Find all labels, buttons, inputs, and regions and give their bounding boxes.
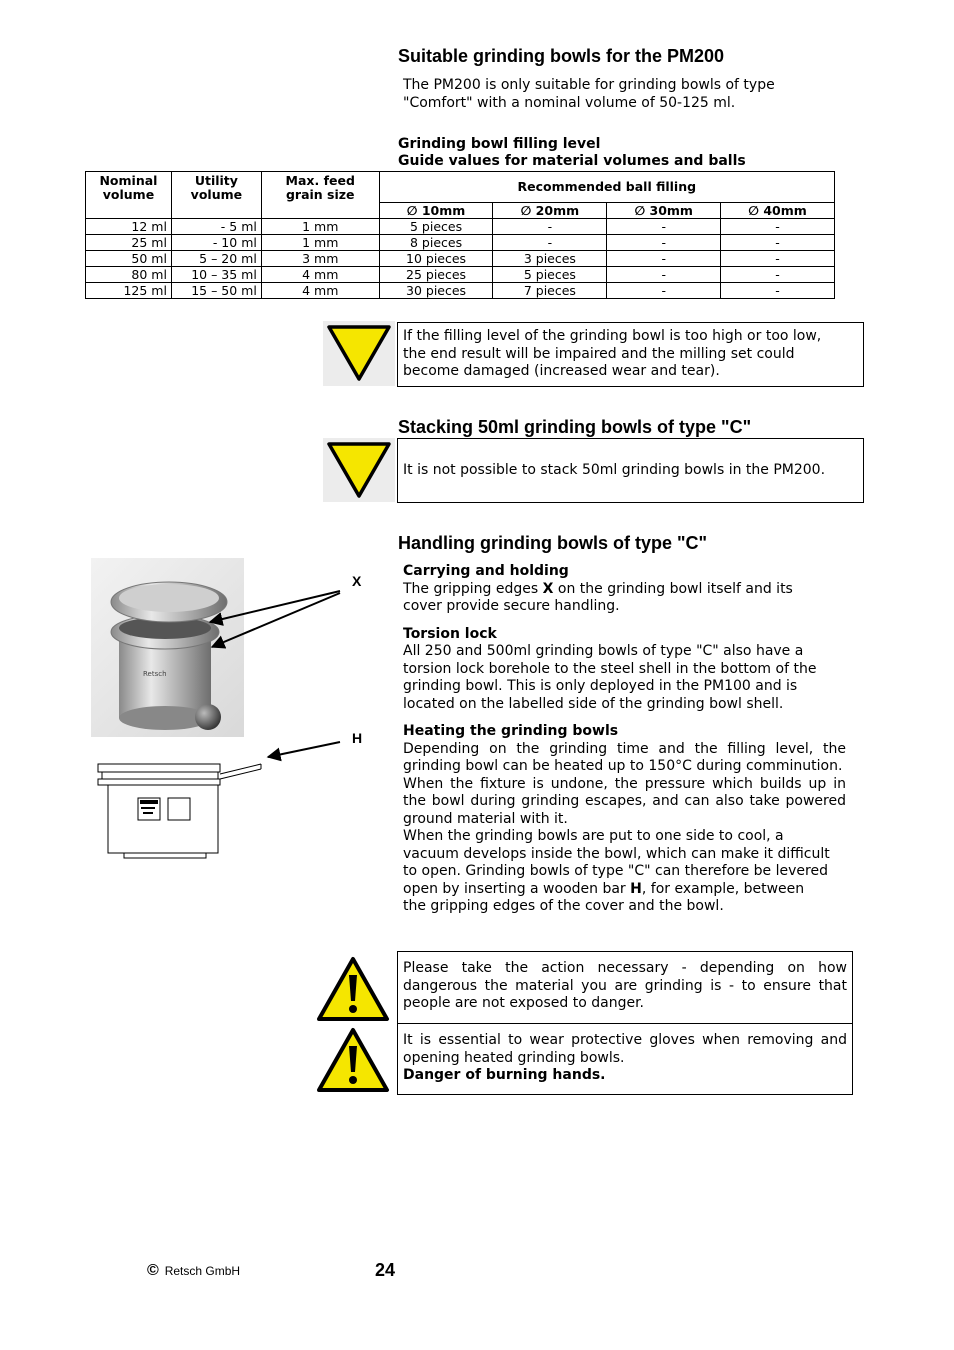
pointer-arrows: [200, 580, 350, 770]
caution-triangle-icon: [323, 321, 395, 386]
warning-danger-material: [397, 951, 853, 1024]
text-span: , for example, between: [641, 880, 805, 897]
header-text: volume: [190, 187, 243, 202]
text-span: open by inserting a wooden bar: [403, 880, 631, 897]
warning-exclamation-icon: [316, 955, 390, 1023]
section-title-suitable-bowls: Suitable grinding bowls for the PM200: [398, 46, 725, 66]
text-line: grinding bowl. This is only deployed in the PM100 and is: [403, 678, 798, 694]
heating-title: Heating the grinding bowls: [403, 723, 619, 739]
caution-stacking: [397, 438, 864, 503]
header-text: Utility: [194, 173, 238, 188]
cell-ball-40: -: [721, 283, 835, 299]
cell-utility: 15 – 50 ml: [171, 283, 261, 299]
cell-ball-10: 10 pieces: [379, 251, 493, 267]
text-span: on the grinding bowl itself and its: [553, 580, 793, 597]
cell-utility: 5 – 20 ml: [171, 251, 261, 267]
cell-ball-30: -: [607, 235, 721, 251]
text-line: "Comfort" with a nominal volume of 50-125 ml.: [403, 94, 736, 111]
caution-text: It is not possible to stack 50ml grinding bowls in the PM200.: [403, 461, 826, 478]
header-text: grain size: [285, 187, 355, 202]
cell-feed: 4 mm: [261, 283, 379, 299]
cell-ball-40: -: [721, 219, 835, 235]
cell-ball-10: 5 pieces: [379, 219, 493, 235]
cell-ball-10: 25 pieces: [379, 267, 493, 283]
text-line: located on the labelled side of the grinding bowl shell.: [403, 695, 784, 712]
table-row: [86, 251, 835, 267]
text-line: to open. Grinding bowls of type "C" can therefore be levered: [403, 863, 828, 879]
header-utility-volume: [171, 172, 261, 219]
header-nominal-volume: [86, 172, 172, 219]
heating-paragraph: When the fixture is undone, the pressure which builds up in the bowl during grinding escapes, and can also take powered ground material with it.: [403, 775, 846, 827]
heating-paragraph: Depending on the grinding time and the filling level, the grinding bowl can be heated up to 150°C during comminution.: [403, 740, 846, 774]
cell-ball-20: -: [493, 235, 607, 251]
caution-triangle-icon: [323, 438, 395, 502]
table-caption-line: Grinding bowl filling level: [398, 136, 601, 152]
torsion-title: Torsion lock: [403, 625, 497, 642]
warning-protective-gloves: [397, 1023, 853, 1095]
cell-feed: 4 mm: [261, 267, 379, 283]
caution-line: If the filling level of the grinding bowl is too high or too low,: [403, 328, 822, 344]
filling-level-table: [85, 171, 835, 299]
cell-ball-30: -: [607, 283, 721, 299]
header-ball-30: ∅ 30mm: [607, 203, 721, 219]
text-bold: X: [542, 580, 554, 597]
warning-exclamation-icon: [316, 1026, 390, 1094]
table-caption-line: Guide values for material volumes and balls: [398, 153, 746, 169]
cell-nominal: 25 ml: [86, 235, 172, 251]
cell-ball-20: 5 pieces: [493, 267, 607, 283]
cell-ball-20: -: [493, 219, 607, 235]
cell-utility: 10 – 35 ml: [171, 267, 261, 283]
table-caption: [398, 136, 746, 170]
table-row: [86, 267, 835, 283]
cell-ball-30: -: [607, 219, 721, 235]
cell-utility: - 10 ml: [171, 235, 261, 251]
header-text: Nominal: [99, 173, 158, 188]
text-line: The PM200 is only suitable for grinding bowls of type: [403, 77, 775, 93]
cell-ball-40: -: [721, 235, 835, 251]
copyright-symbol: ©: [147, 1262, 159, 1279]
page-number: 24: [375, 1260, 396, 1280]
text-line: torsion lock borehole to the steel shell in the bottom of the: [403, 660, 817, 677]
warning-text: It is essential to wear protective gloves when removing and opening heated grinding bowls.: [403, 1032, 847, 1066]
header-ball-40: ∅ 40mm: [721, 203, 835, 219]
cell-utility: - 5 ml: [171, 219, 261, 235]
cell-ball-30: -: [607, 251, 721, 267]
header-text: volume: [102, 187, 155, 202]
text-bold: H: [630, 880, 642, 897]
caution-line: become damaged (increased wear and tear).: [403, 363, 720, 379]
handling-text: [403, 563, 846, 916]
text-line: [403, 881, 846, 899]
svg-text:Retsch: Retsch: [143, 670, 167, 678]
caution-filling-level: [397, 322, 864, 387]
cell-nominal: 12 ml: [86, 219, 172, 235]
header-recommended-balls: Recommended ball filling: [379, 172, 834, 203]
header-text: Max. feed: [285, 173, 355, 188]
label-h: H: [352, 730, 363, 746]
caution-line: the end result will be impaired and the milling set could: [403, 345, 795, 362]
cell-nominal: 50 ml: [86, 251, 172, 267]
carry-title: Carrying and holding: [403, 563, 569, 579]
text-span: The gripping edges: [403, 580, 543, 597]
header-ball-10: ∅ 10mm: [379, 203, 493, 219]
cell-feed: 1 mm: [261, 235, 379, 251]
warning-bold-text: Danger of burning hands.: [403, 1067, 606, 1083]
cell-ball-10: 30 pieces: [379, 283, 493, 299]
cell-ball-40: -: [721, 267, 835, 283]
text-line: When the grinding bowls are put to one side to cool, a: [403, 828, 784, 844]
cell-nominal: 80 ml: [86, 267, 172, 283]
section-title-stacking: Stacking 50ml grinding bowls of type "C": [398, 417, 752, 437]
cell-ball-30: -: [607, 267, 721, 283]
text-line: the gripping edges of the cover and the bowl.: [403, 898, 724, 914]
cell-ball-20: 3 pieces: [493, 251, 607, 267]
header-ball-20: ∅ 20mm: [493, 203, 607, 219]
cell-ball-40: -: [721, 251, 835, 267]
cell-nominal: 125 ml: [86, 283, 172, 299]
cell-feed: 3 mm: [261, 251, 379, 267]
table-row: [86, 235, 835, 251]
company-name: Retsch GmbH: [164, 1264, 241, 1278]
text-line: All 250 and 500ml grinding bowls of type "C" also have a: [403, 643, 804, 659]
warning-text: Please take the action necessary - depending on how dangerous the material you are grinding is - to ensure that people are not exposed to danger.: [403, 960, 847, 1011]
text-line: vacuum develops inside the bowl, which can make it difficult: [403, 845, 830, 862]
suitable-bowls-text: [403, 77, 775, 112]
section-title-handling: Handling grinding bowls of type "C": [398, 533, 708, 553]
header-max-feed: [261, 172, 379, 219]
text-line: cover provide secure handling.: [403, 598, 620, 614]
label-x: X: [352, 573, 362, 589]
cell-ball-20: 7 pieces: [493, 283, 607, 299]
table-row: [86, 219, 835, 235]
text-line: [403, 581, 846, 599]
footer-copyright: [147, 1262, 240, 1280]
cell-ball-10: 8 pieces: [379, 235, 493, 251]
cell-feed: 1 mm: [261, 219, 379, 235]
table-row: [86, 283, 835, 299]
